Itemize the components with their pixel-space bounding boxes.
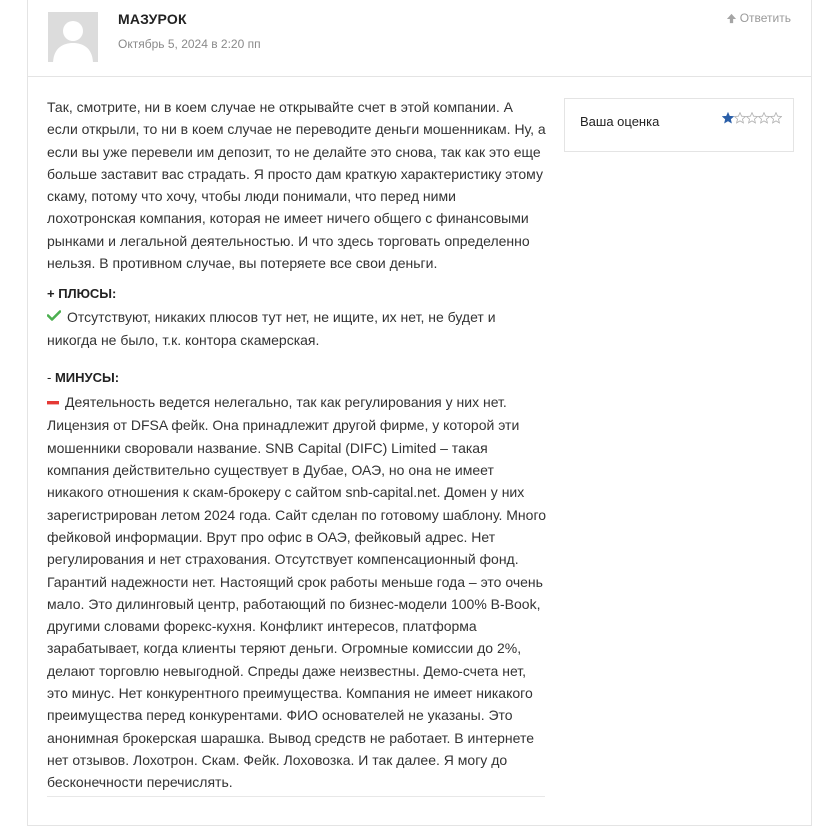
comment-body: Так, смотрите, ни в коем случае не открывайте счет в этой компании. А если открыли, то ни в коем случае не переводите деньги мошенникам. Ну, а если вы уже перевели им депозит, то не делайте это снова, так как это еще больше заставит вас страдать. Я просто дам краткую характеристику этому скаму, потому что хочу, чтобы люди понимали, что перед ними лохотронская компания, которая не имеет ничего общего с финансовыми рынками и легальной деятельностью. И что здесь торговать определенно нельзя. В противном случае, вы потеряете все свои деньги. (47, 99, 546, 272)
star-filled-icon[interactable] (722, 112, 734, 124)
pros-paragraph (47, 306, 547, 352)
rating-label: Ваша оценка (580, 114, 660, 129)
reply-button[interactable] (726, 11, 791, 25)
minus-icon (47, 390, 59, 412)
divider (47, 796, 545, 797)
arrow-up-icon (726, 13, 737, 24)
default-user-avatar-icon (48, 12, 98, 62)
cons-title-label: МИНУСЫ: (54, 370, 120, 385)
reply-label: Ответить (739, 11, 791, 25)
cons-paragraph (47, 391, 547, 793)
pros-title: + ПЛЮСЫ: (47, 286, 117, 301)
cons-text: Деятельность ведется нелегально, так как регулирования у них нет. Лицензия от DFSA фейк. Она принадлежит другой фирме, у которой эти мошенники своровали название. SNB Capital (DIFC) Limited – такая компания действительно существует в Дубае, ОАЭ, но она не имеет никакого отношения к скам-брокеру с сайтом snb-capital.net. Домен у них зарегистрирован летом 2024 года. Сайт сделан по готовому шаблону. Много фейковой информации. Врут про офис в ОАЭ, фейковый адрес. Нет регулирования и нет страхования. Отсутствует компенсационный фонд. Гарантий надежности нет. Настоящий срок работы меньше года – это очень мало. Это дилинговый центр, работающий по бизнес-модели 100% B-Book, другими словами форекс-кухня. Конфликт интересов, платформа зарабатывает, когда клиенты теряют деньги. Огромные комиссии до 2%, делают торговлю невыгодной. Спреды даже неизвестны. Демо-счета нет, это минус. Нет конкурентного преимущества. Компания не имеет никакого преимущества перед конкурентами. ФИО основателей не указаны. Это анонимная брокерская шарашка. Вывод средств не работает. В интернете нет отзывов. Лохотрон. Скам. Фейк. Лоховозка. И так далее. Я могу до бесконечности перечислять. (47, 394, 547, 791)
cons-title (47, 370, 119, 385)
comment-date: Октябрь 5, 2024 в 2:20 пп (118, 37, 261, 51)
star-empty-icon[interactable] (746, 112, 758, 124)
pros-text: Отсутствуют, никаких плюсов тут нет, не ищите, их нет, не будет и никогда не было, т.к. контора скамерская. (47, 309, 496, 349)
comment-header (28, 0, 811, 77)
star-empty-icon[interactable] (734, 112, 746, 124)
rating-box (564, 98, 794, 152)
comment-author: МАЗУРОК (118, 11, 187, 27)
comment-card (27, 0, 812, 826)
cons-prefix: - (47, 370, 55, 385)
rating-stars[interactable] (722, 112, 782, 124)
star-empty-icon[interactable] (770, 112, 782, 124)
star-empty-icon[interactable] (758, 112, 770, 124)
check-icon (47, 305, 61, 327)
